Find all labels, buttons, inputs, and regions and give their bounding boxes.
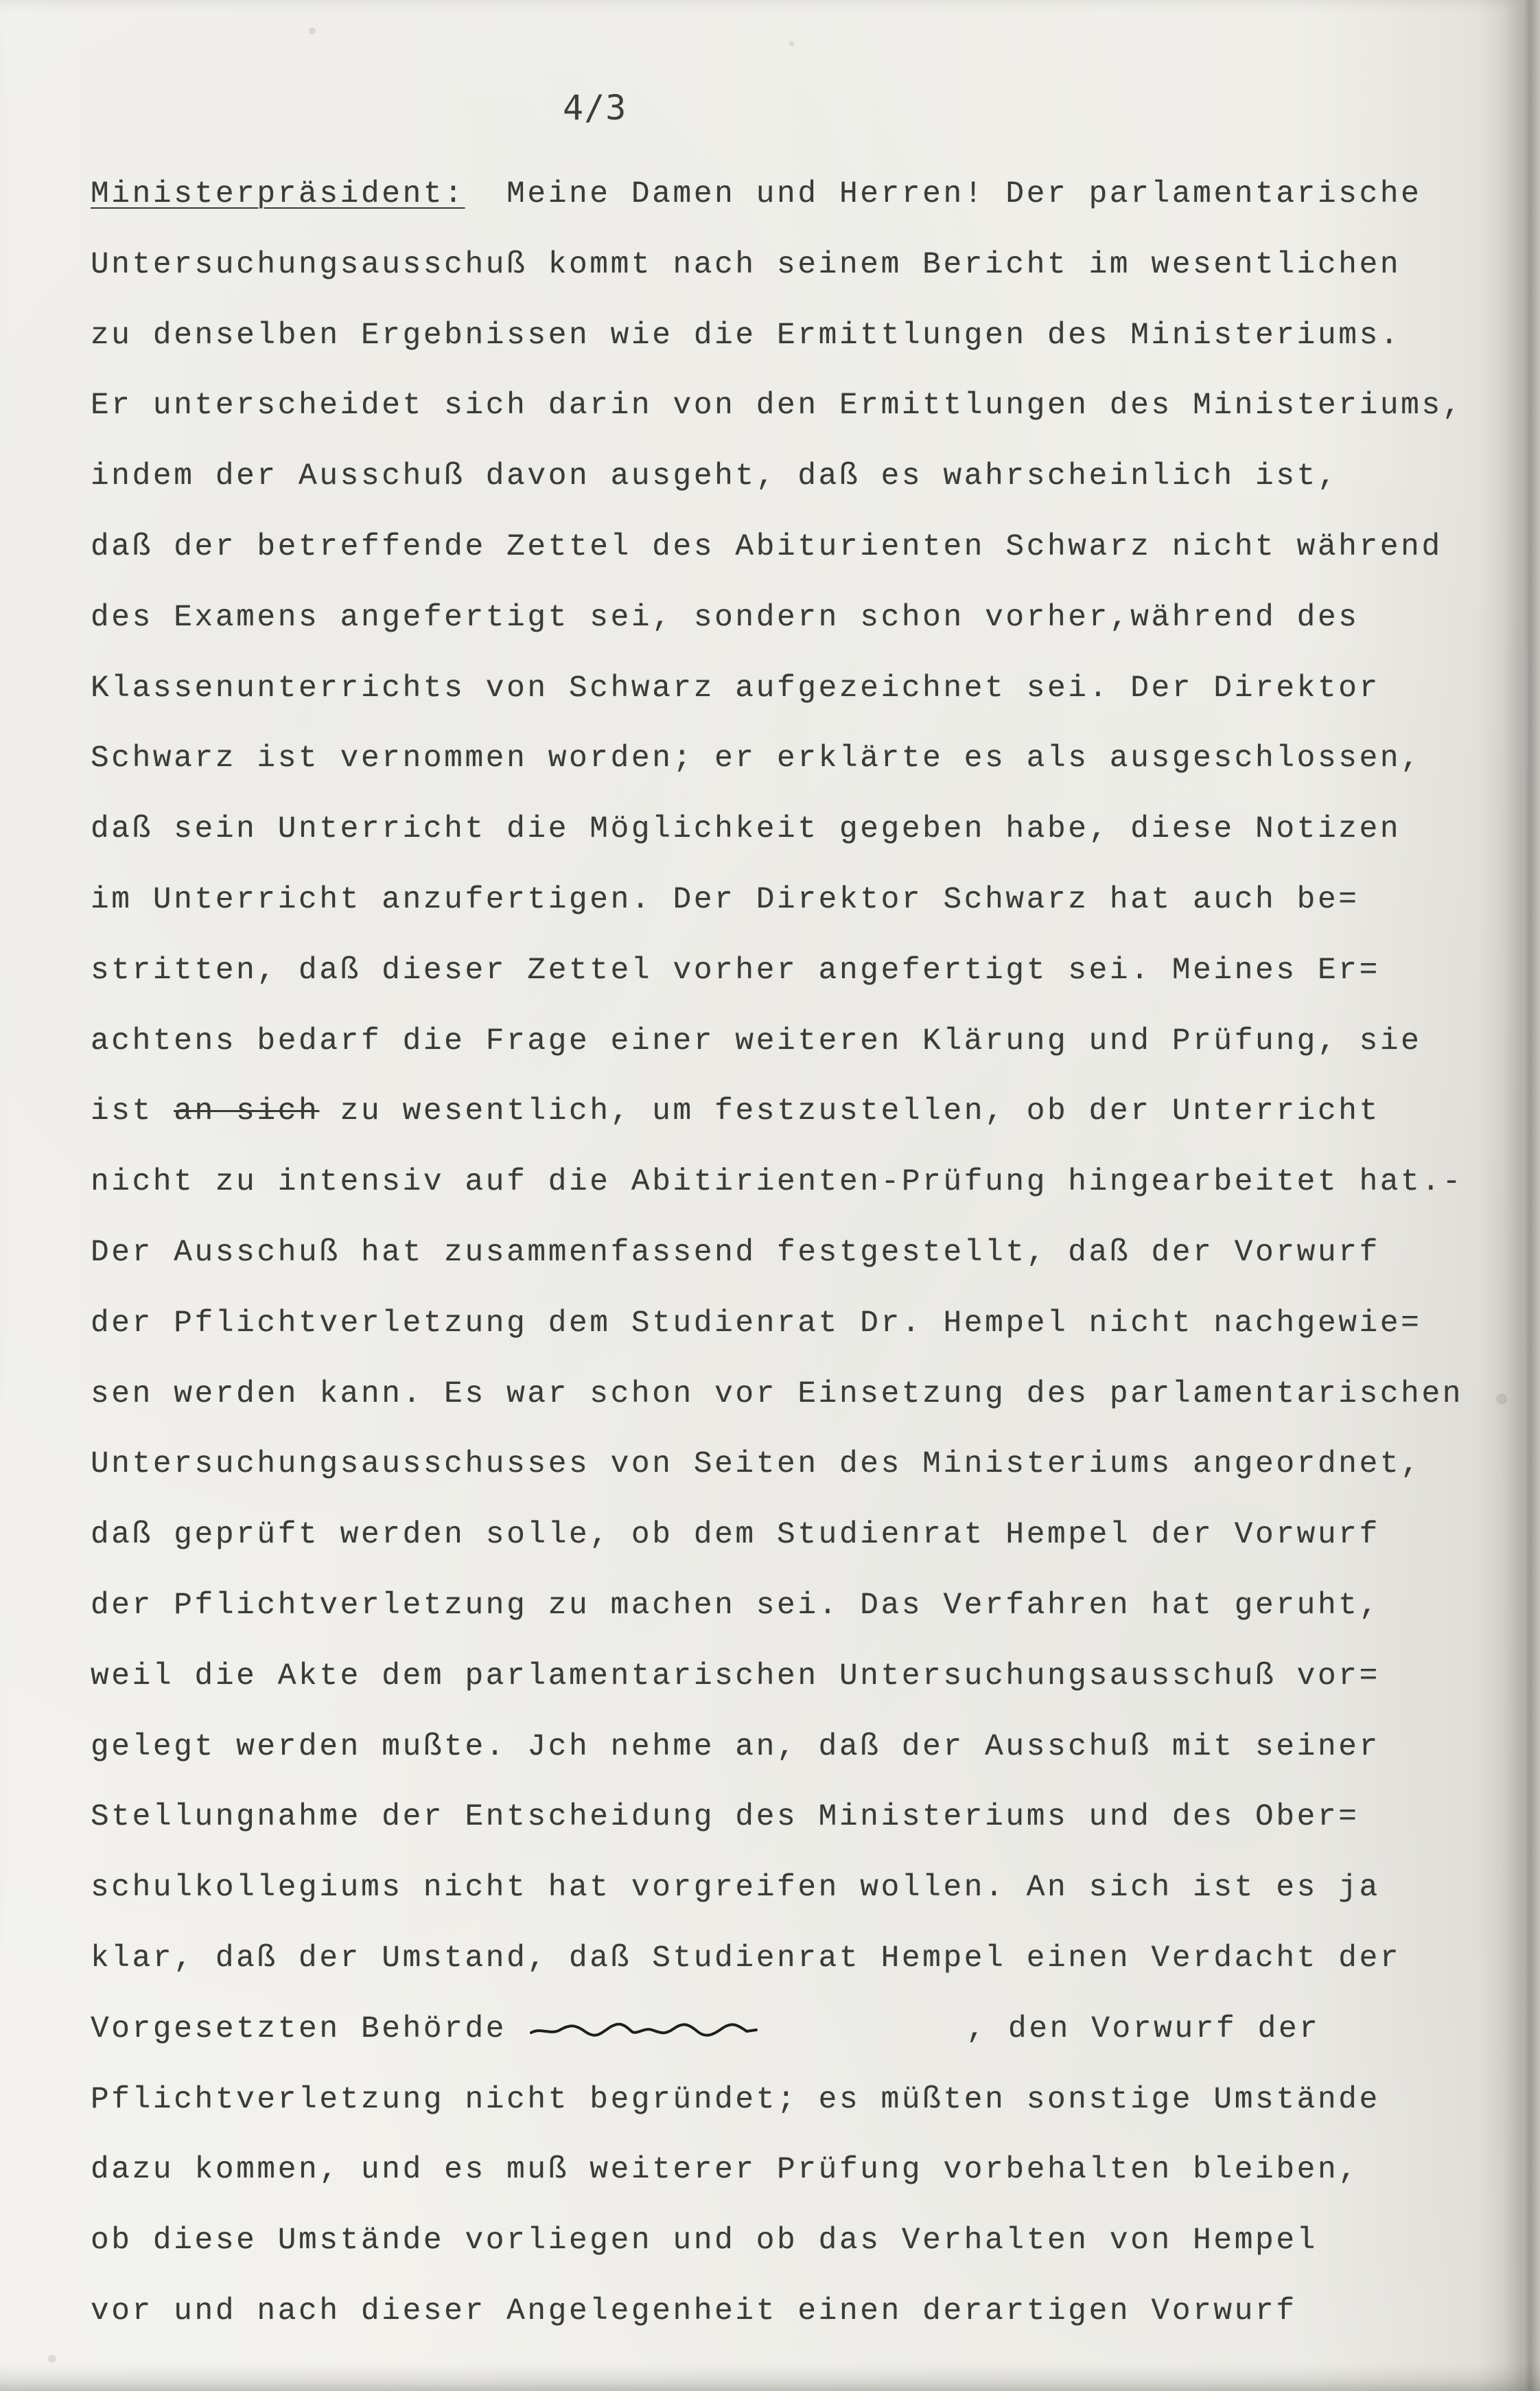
- speaker-label: Ministerpräsident:: [91, 177, 465, 211]
- text-line: Pflichtverletzung nicht begründet; es müßten sonstige Umstände: [91, 2082, 1380, 2117]
- text-line: Der Ausschuß hat zusammenfassend festgestellt, daß der Vorwurf: [91, 1235, 1380, 1270]
- text-line: zu denselben Ergebnissen wie die Ermittlungen des Ministeriums.: [91, 318, 1401, 353]
- text-line: Er unterscheidet sich darin von den Ermittlungen des Ministeriums,: [91, 389, 1464, 424]
- paper-edge: [1524, 0, 1540, 2391]
- text-line: schulkollegiums nicht hat vorgreifen wollen. An sich ist es ja: [91, 1871, 1380, 1906]
- text-line: Klassenunterrichts von Schwarz aufgezeichnet sei. Der Direktor: [91, 671, 1380, 706]
- text-line: ist an sich zu wesentlich, um festzustellen, ob der Unterricht: [91, 1094, 1380, 1129]
- text-line: im Unterricht anzufertigen. Der Direktor Schwarz hat auch be=: [91, 882, 1360, 917]
- text-line: daß sein Unterricht die Möglichkeit gegeben habe, diese Notizen: [91, 812, 1401, 847]
- paper-smudge: [48, 2355, 56, 2363]
- handwritten-scribble: [527, 2015, 760, 2042]
- text-line: nicht zu intensiv auf die Abitirienten-Prüfung hingearbeitet hat.-: [91, 1165, 1464, 1200]
- text-line: des Examens angefertigt sei, sondern schon vorher,während des: [91, 600, 1360, 635]
- text-line: weil die Akte dem parlamentarischen Untersuchungsausschuß vor=: [91, 1659, 1380, 1694]
- page-number: 4/3: [563, 88, 627, 128]
- text-line: sen werden kann. Es war schon vor Einsetzung des parlamentarischen: [91, 1376, 1464, 1411]
- paper-smudge: [1496, 1394, 1507, 1405]
- text-line: Stellungnahme der Entscheidung des Ministeriums und des Ober=: [91, 1800, 1360, 1835]
- text-line: Untersuchungsausschusses von Seiten des Ministeriums angeordnet,: [91, 1447, 1422, 1482]
- paper-smudge: [789, 41, 794, 46]
- text-line: vor und nach dieser Angelegenheit einen derartigen Vorwurf: [91, 2294, 1297, 2329]
- text-line: ob diese Umstände vorliegen und ob das Verhalten von Hempel: [91, 2223, 1318, 2259]
- text-line: Vorgesetzten Behörde , den Vorwurf der: [91, 2011, 1320, 2046]
- paper-edge: [0, 2364, 1540, 2391]
- text-line: stritten, daß dieser Zettel vorher angefertigt sei. Meines Er=: [91, 953, 1380, 988]
- text-line: der Pflichtverletzung zu machen sei. Das Verfahren hat geruht,: [91, 1588, 1380, 1623]
- struck-out-text: an sich: [174, 1094, 320, 1129]
- text-line: der Pflichtverletzung dem Studienrat Dr. Hempel nicht nachgewie=: [91, 1306, 1422, 1341]
- text-line: Ministerpräsident: Meine Damen und Herren! Der parlamentarische: [91, 177, 1422, 211]
- text-line: Untersuchungsausschuß kommt nach seinem Bericht im wesentlichen: [91, 247, 1401, 282]
- paper-smudge: [309, 27, 316, 34]
- text-line: dazu kommen, und es muß weiterer Prüfung vorbehalten bleiben,: [91, 2153, 1360, 2188]
- text-line: daß geprüft werden solle, ob dem Studienrat Hempel der Vorwurf: [91, 1518, 1380, 1553]
- text-line: Schwarz ist vernommen worden; er erklärte es als ausgeschlossen,: [91, 741, 1422, 776]
- typed-text-block: [91, 159, 1511, 2347]
- text-line: daß der betreffende Zettel des Abiturienten Schwarz nicht während: [91, 529, 1443, 564]
- text-line: achtens bedarf die Frage einer weiteren Klärung und Prüfung, sie: [91, 1024, 1422, 1059]
- text-line: gelegt werden mußte. Jch nehme an, daß der Ausschuß mit seiner: [91, 1729, 1380, 1764]
- text-line: klar, daß der Umstand, daß Studienrat Hempel einen Verdacht der: [91, 1941, 1401, 1976]
- text-line: indem der Ausschuß davon ausgeht, daß es wahrscheinlich ist,: [91, 459, 1339, 494]
